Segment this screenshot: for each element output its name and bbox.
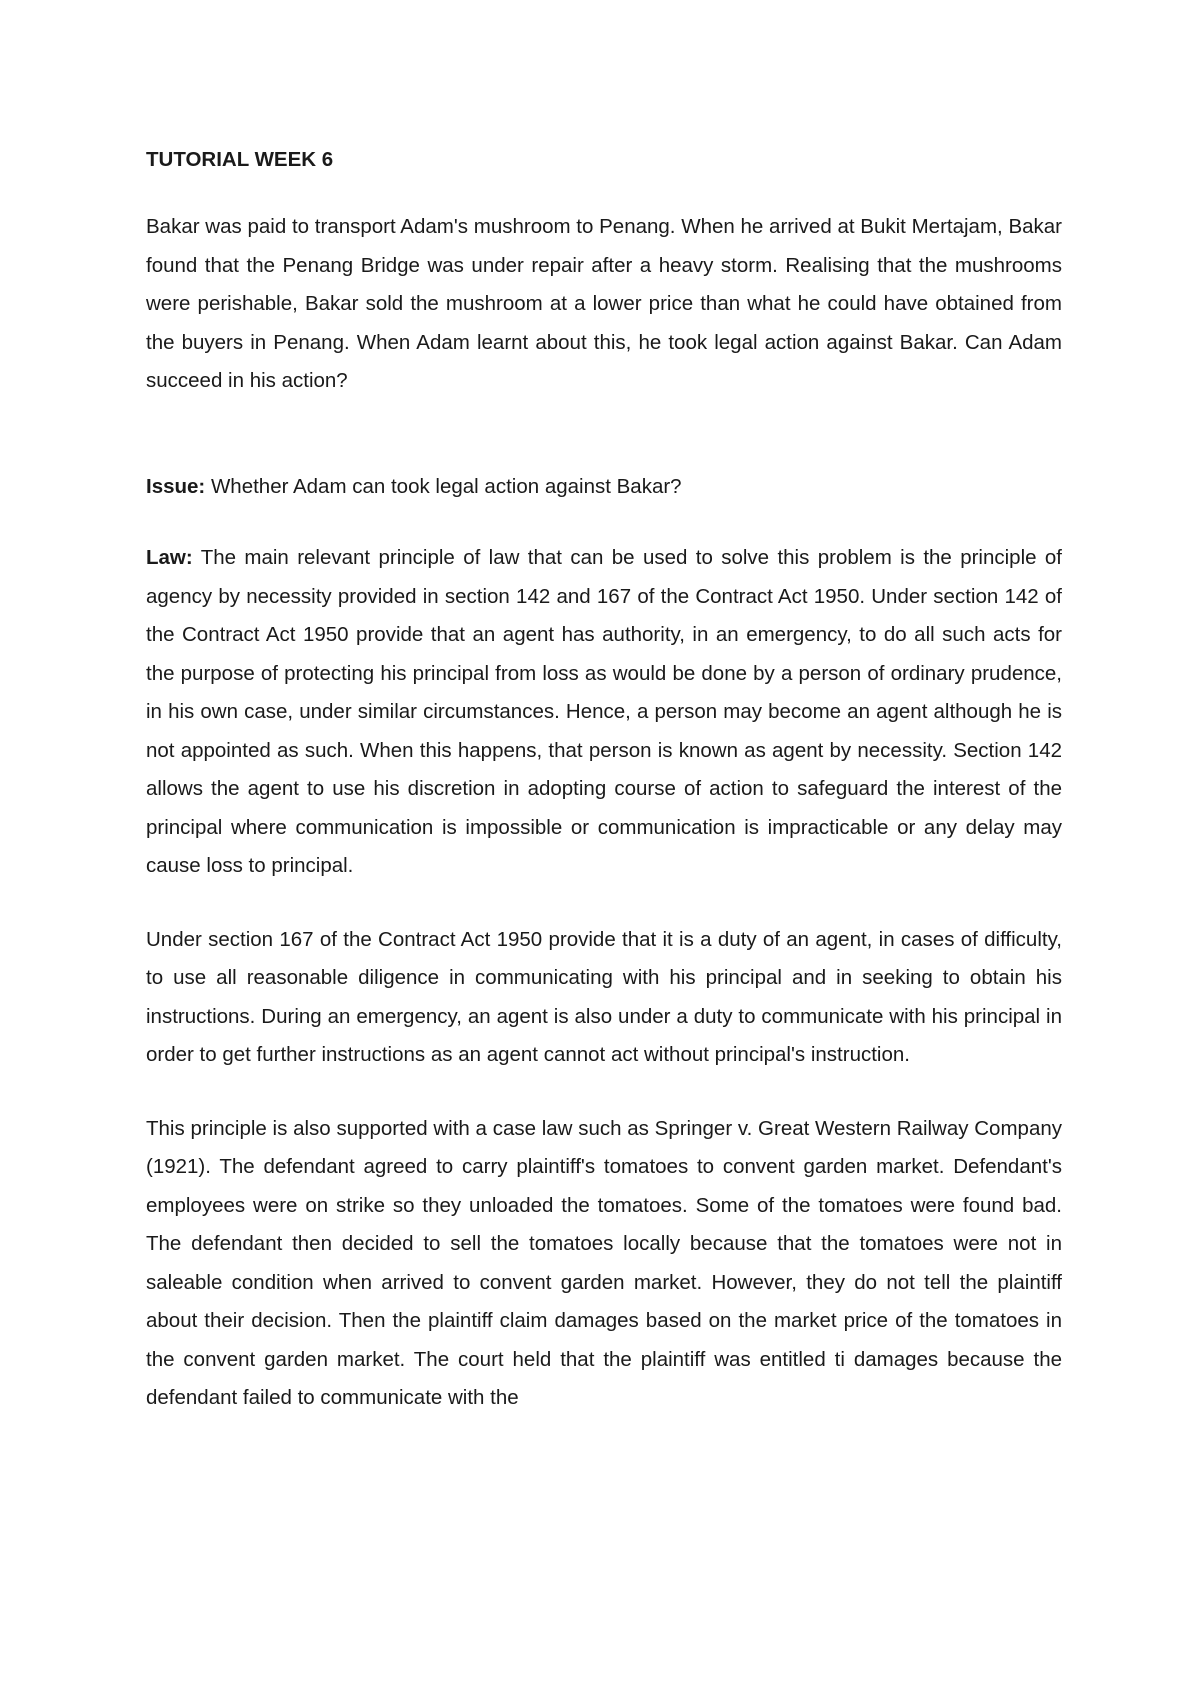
issue-text: Whether Adam can took legal action against Bakar?: [205, 474, 682, 498]
case-law-paragraph: This principle is also supported with a case law such as Springer v. Great Western Railway Company (1921). The defendant agreed to carry plaintiff's tomatoes to convent garden market. Defendant's employees were on strike so they unloaded the tomatoes. Some of the tomatoes were found bad. The defendant then decided to sell the tomatoes locally because that the tomatoes were not in saleable condition when arrived to convent garden market. However, they do not tell the plaintiff about their decision. Then the plaintiff claim damages based on the market price of the tomatoes in the convent garden market. The court held that the plaintiff was entitled ti damages because the defendant failed to communicate with the: [146, 1116, 1062, 1409]
document-body: [146, 145, 1062, 1418]
law-label: Law:: [146, 546, 193, 569]
issue-label: Issue:: [146, 474, 206, 498]
law-paragraph: [146, 539, 1062, 886]
law-section-167-paragraph: Under section 167 of the Contract Act 1950 provide that it is a duty of an agent, in cases of difficulty, to use all reasonable diligence in communicating with his principal and in seeking to obtain his instructions. During an emergency, an agent is also under a duty to communicate with his principal in order to get further instructions as an agent cannot act without principal's instruction.: [146, 927, 1062, 1066]
document-title: TUTORIAL WEEK 6: [146, 148, 334, 171]
law-text: The main relevant principle of law that can be used to solve this problem is the principle of agency by necessity provided in section 142 and 167 of the Contract Act 1950. Under section 142 of the Contract Act 1950 provide that an agent has authority, in an emergency, to do all such acts for the purpose of protecting his principal from loss as would be done by a person of ordinary prudence, in his own case, under similar circumstances. Hence, a person may become an agent although he is not appointed as such. When this happens, that person is known as agent by necessity. Section 142 allows the agent to use his discretion in adopting course of action to safeguard the interest of the principal where communication is impossible or communication is impracticable or any delay may cause loss to principal.: [146, 546, 1062, 877]
problem-statement: Bakar was paid to transport Adam's mushroom to Penang. When he arrived at Bukit Mertajam, Bakar found that the Penang Bridge was under repair after a heavy storm. Realising that the mushrooms were perishable, Bakar sold the mushroom at a lower price than what he could have obtained from the buyers in Penang. When Adam learnt about this, he took legal action against Bakar. Can Adam succeed in his action?: [146, 215, 1062, 392]
issue-paragraph: [146, 468, 1062, 507]
